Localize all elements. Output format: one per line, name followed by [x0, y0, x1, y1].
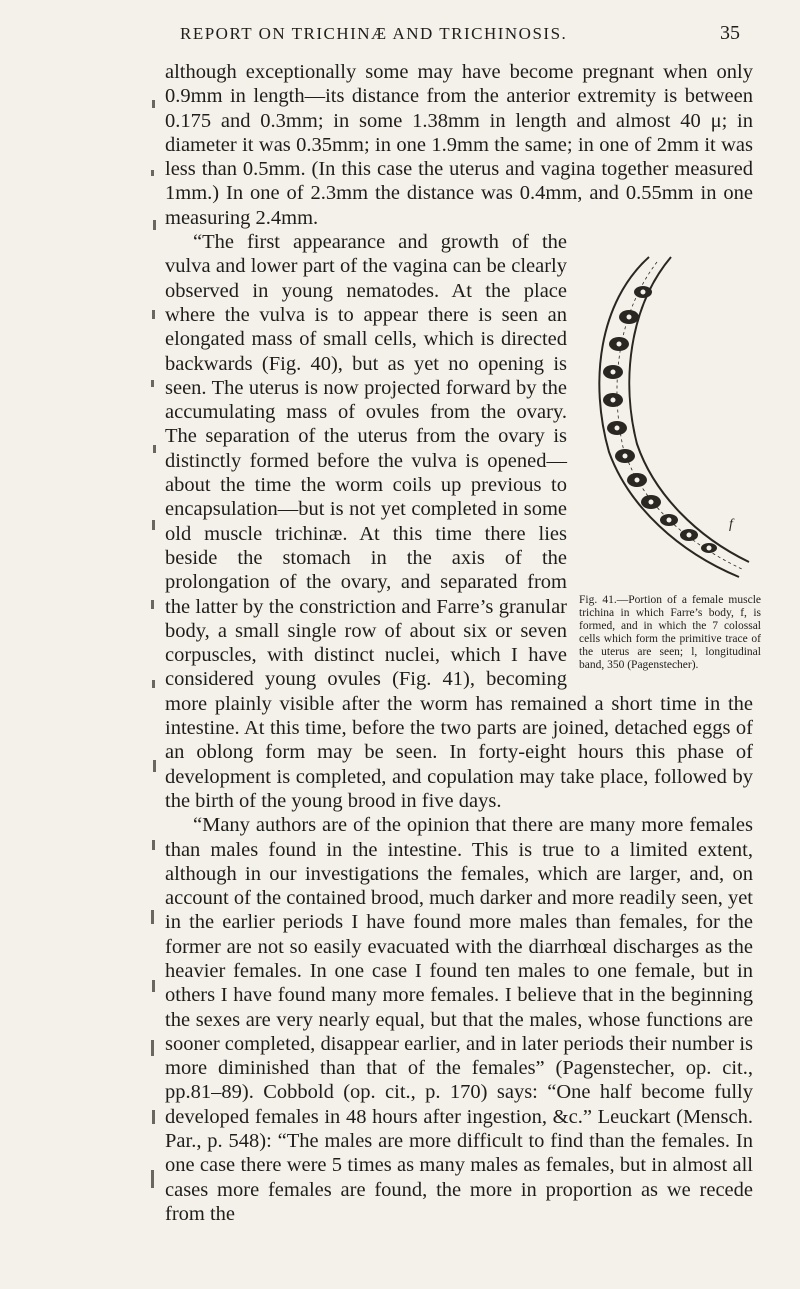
page-header: [180, 22, 740, 45]
body-text: [165, 60, 761, 1226]
paragraph-1: although exceptionally some may have become pregnant when only 0.9mm in length—its distance from the anterior extremity is between 0.175 and 0.3mm; in some 1.38mm in length and almost 40 μ; in diameter it was 0.35mm; in one 1.9mm the same; in one of 2mm it was less than 0.5mm. (In this case the uterus and vagina together measured 1mm.) In one of 2.3mm the distance was 0.4mm, and 0.55mm in one measuring 2.4mm.: [165, 61, 753, 229]
paragraph-2: “The first appearance and growth of the vulva and lower part of the vagina can be clearly observed in young nematodes. At the place where the vulva is to appear there is seen an elongated mass of small cells, which is directed backwards (Fig. 40), but as yet no opening is seen. The uterus is now projected forward by the accumulating mass of ovules from the ovary. The separation of the uterus from the ovary is distinctly formed before the vulva is opened—about the time the worm coils up previous to encapsulation—but is not yet completed in some old muscle trichinæ. At this time there lies beside the stomach in the axis of the prolongation of the ovary, and separated from the latter by the constriction and Farre’s granular body, a small single row of about six or seven corpuscles, with distinct nuclei, which I have considered young ovules (Fig. 41), becoming more plainly visible after the worm has remained a short time in the intestine. At this time, before the two parts are joined, detached eggs of an oblong form may be seen. In forty-eight hours this phase of development is completed, and copulation may take place, followed by the birth of the young brood in five days.: [165, 231, 753, 812]
figure-41: [579, 232, 761, 672]
page-gutter-shadow: [150, 80, 160, 1280]
figure-label-f: f: [729, 517, 733, 533]
running-head: REPORT ON TRICHINÆ AND TRICHINOSIS.: [180, 24, 568, 43]
trichina-illustration: [579, 232, 761, 592]
paragraph-3: “Many authors are of the opinion that there are many more females than males found in the intestine. This is true to a limited extent, although in our investigations the females, which are larger, and, on account of the contained brood, much darker and more readily seen, yet in the earlier periods I have found more males than females, for the former are not so easily evacuated with the diarrhœal discharges as the heavier females. In one case I found ten males to one female, but in others I have found many more females. I believe that in the beginning the sexes are very nearly equal, but that the males, whose functions are sooner completed, disappear earlier, and in later periods their number is more diminished than that of the females” (Pagenstecher, op. cit., pp.81–89). Cobbold (op. cit., p. 170) says: “One half become fully developed females in 48 hours after ingestion, &c.” Leuckart (Mensch. Par., p. 548): “The males are more difficult to find than the females. In one case there were 5 times as many males as females, but in almost all cases more females are found, the more in proportion as we recede from the: [165, 814, 754, 1225]
page-number: 35: [720, 22, 740, 44]
figure-caption: Fig. 41.—Portion of a female muscle trichina in which Farre’s body, f, is formed, and in which the 7 colossal cells which form the primitive trace of the uterus are seen; l, longitudinal band, 350 (Pagenstecher).: [579, 594, 761, 672]
